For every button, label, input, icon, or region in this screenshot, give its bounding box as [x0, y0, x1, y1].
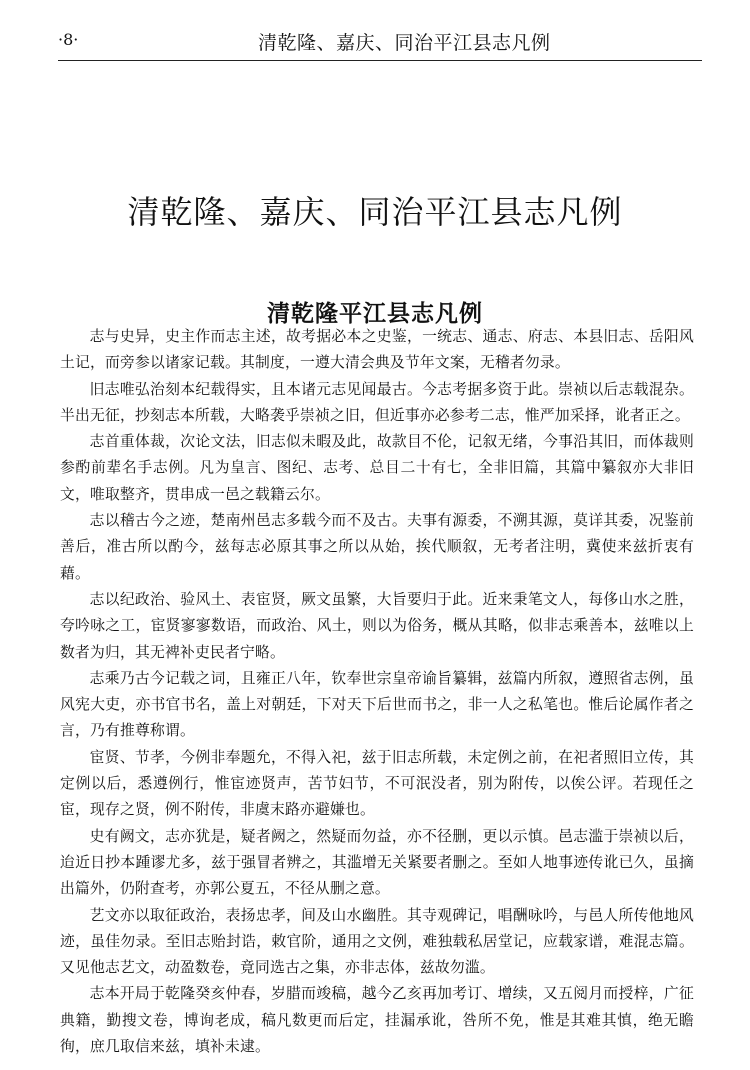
section-title: 清乾隆平江县志凡例	[267, 301, 483, 328]
header-rule	[58, 60, 702, 61]
paragraph: 志首重体裁，次论文法，旧志似未暇及此，故款目不伦，记叙无绪，今事沿其旧，而体裁则参酌前辈名手志例。凡为皇言、图纪、志考、总目二十有七，全非旧篇，其篇中纂叙亦大非旧文，唯取整齐，贯串成一邑之载籍云尔。	[60, 433, 694, 503]
main-title: 清乾隆、嘉庆、同治平江县志凡例	[127, 193, 623, 232]
paragraph: 宦贤、节孝，今例非奉题允，不得入祀，兹于旧志所载，未定例之前，在祀者照旧立传，其定例以后，悉遵例行，惟宦迹贤声，苦节妇节，不可泯没者，别为附传，以俟公评。若现任之宦，现存之贤，例不附传，非虞末路亦避嫌也。	[60, 748, 694, 819]
paragraph: 志与史异，史主作而志主述，故考据必本之史鉴，一统志、通志、府志、本县旧志、岳阳风土记，而旁参以诸家记载。其制度，一遵大清会典及节年文案，无稽者勿录。	[60, 328, 694, 372]
running-title: 清乾隆、嘉庆、同治平江县志凡例	[258, 32, 551, 54]
page-number: ·8·	[58, 30, 79, 49]
paragraph: 志本开局于乾隆癸亥仲春，岁腊而竣稿，越今乙亥再加考订、增续，又五阅月而授梓，广征典籍，勤搜文卷，博询老成，稿凡数更而后定，挂漏承讹，咎所不免，惟是其难其慎，绝无瞻徇，庶几取信来兹，填补未逮。	[60, 985, 694, 1056]
paragraph: 艺文亦以取征政治，表扬忠孝，间及山水幽胜。其寺观碑记，唱酬咏吟，与邑人所传他地风迹，虽佳勿录。至旧志贻封诰，敕官阶，通用之文例，难独载私居堂记，应载家谱，难混志篇。又见他志艺文，动盈数卷，竟同选古之集，亦非志体，兹故勿滥。	[60, 906, 694, 977]
page-header	[58, 26, 702, 58]
paragraph: 史有阙文，志亦犹是，疑者阙之，然疑而勿益，亦不径删，更以示慎。邑志滥于崇祯以后，迨近日抄本踵谬尤多，兹于强冒者辨之，其滥增无关紧要者删之。至如人地事迹传讹已久，虽摘出篇外，仍附查考，亦郭公夏五，不径从删之意。	[60, 827, 694, 898]
paragraph: 志以纪政治、验风土、表宦贤，厥文虽繁，大旨要归于此。近来秉笔文人，每侈山水之胜，夸吟咏之工，宦贤寥寥数语，而政治、风土，则以为俗务，概从其略，似非志乘善本，兹唯以上数者为归，其无裨补吏民者宁略。	[60, 590, 694, 661]
body-text	[60, 324, 694, 1060]
paragraph: 旧志唯弘治刻本纪载得实，且本诸元志见闻最古。今志考据多资于此。崇祯以后志载混杂。半出无征，抄刻志本所载，大略袭乎崇祯之旧，但近事亦必参考二志，惟严加采择，讹者正之。	[60, 380, 694, 424]
paragraph: 志以稽古今之迹，楚南州邑志多载今而不及古。夫事有源委，不溯其源，莫详其委，况鉴前善后，准古所以酌今，兹每志必原其事之所以从始，挨代顺叙，无考者注明，冀使来兹折衷有藉。	[60, 512, 694, 582]
paragraph: 志乘乃古今记载之词，且雍正八年，钦奉世宗皇帝谕旨纂辑，兹篇内所叙，遵照省志例，虽风宪大吏，亦书官书名，盖上对朝廷，下对天下后世而书之，非一人之私笔也。惟后论属作者之言，乃有推尊称谓。	[60, 669, 694, 740]
